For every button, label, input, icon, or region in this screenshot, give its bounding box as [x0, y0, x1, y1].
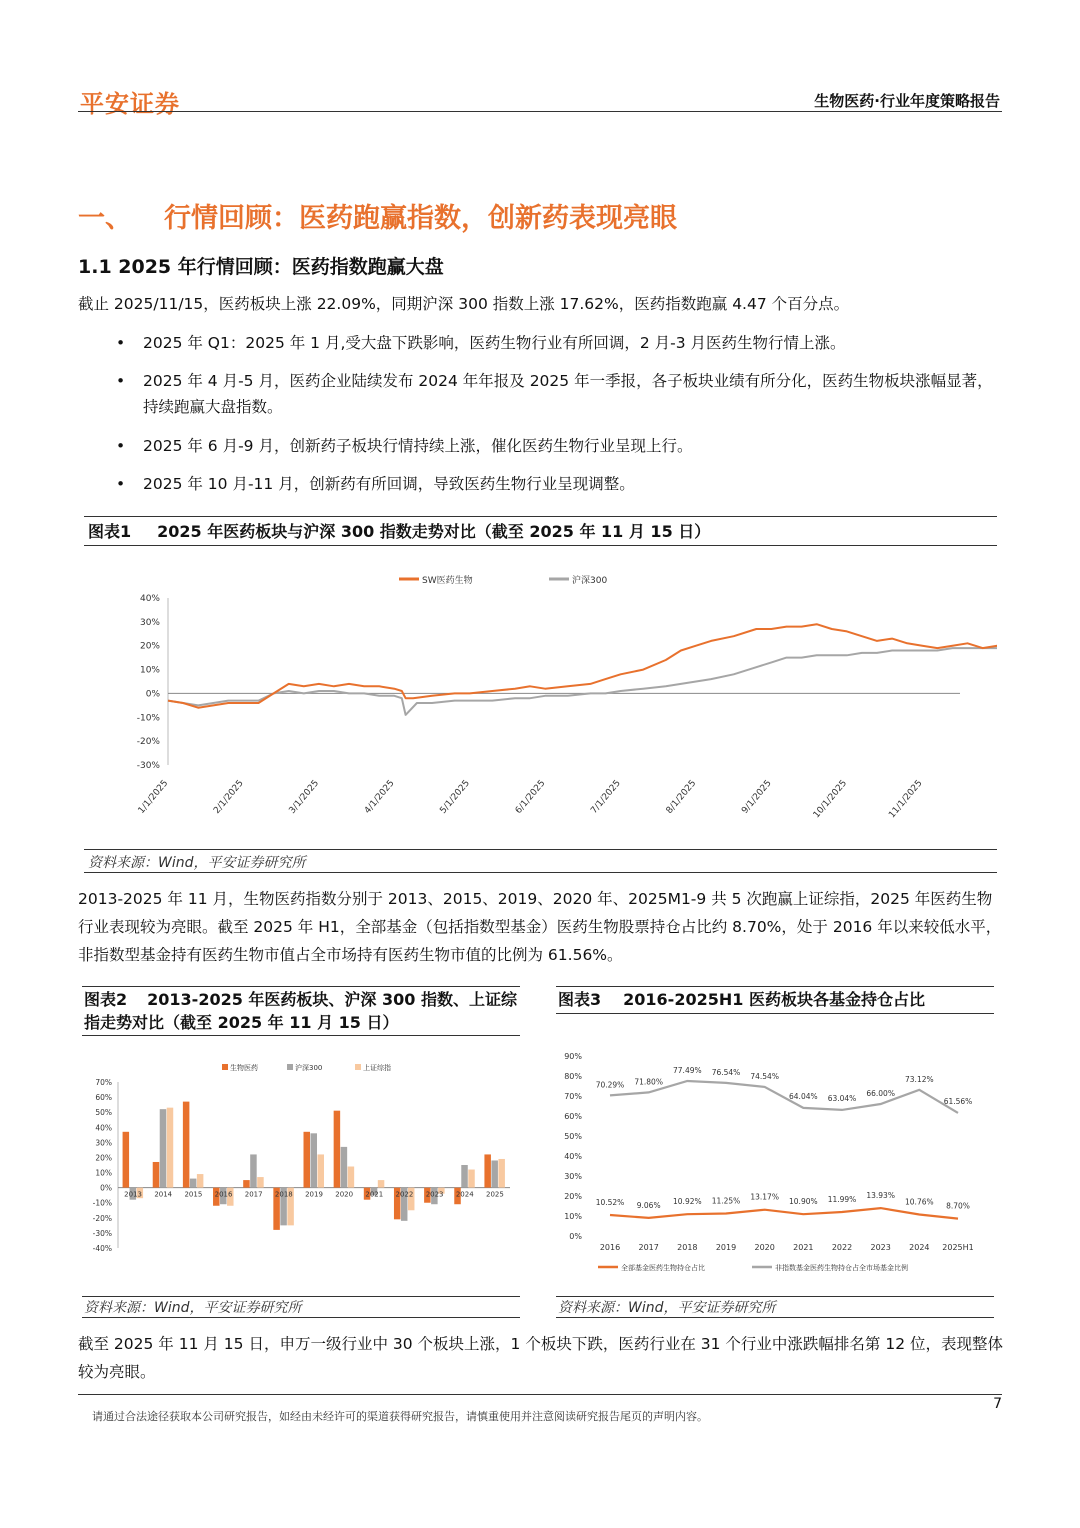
- data-label: 9.06%: [636, 1200, 661, 1210]
- bullet-dot: •: [116, 334, 126, 352]
- x-tick-label: 2022: [395, 1190, 414, 1199]
- legend-label-sw: SW医药生物: [422, 576, 473, 586]
- x-tick-label: 2021: [365, 1190, 384, 1199]
- figure3-label: 图表3: [558, 990, 602, 1009]
- bullet-item: [116, 330, 1006, 356]
- section-title: [78, 196, 677, 235]
- x-tick-label: 2016: [599, 1243, 621, 1252]
- x-tick-label: 2025H1: [942, 1243, 974, 1252]
- figure3-chart: [556, 1040, 994, 1294]
- x-tick-label: 2013: [124, 1190, 142, 1199]
- figure1-title-text: 2025 年医药板块与沪深 300 指数走势对比（截至 2025 年 11 月 15 日）: [157, 522, 711, 541]
- bar: [378, 1180, 385, 1188]
- x-tick-label: 10/1/2025: [811, 778, 850, 821]
- figure1-source: 资料来源：Wind，平安证券研究所: [88, 855, 306, 871]
- bar: [334, 1111, 341, 1188]
- data-label: 73.12%: [905, 1074, 934, 1084]
- y-tick-label: 40%: [564, 1152, 582, 1161]
- y-tick-label: 60%: [564, 1112, 582, 1121]
- data-label: 61.56%: [943, 1096, 973, 1106]
- figure3-title-rule: [556, 1013, 994, 1014]
- bullet-dot: •: [116, 372, 126, 390]
- x-tick-label: 2016: [214, 1190, 233, 1199]
- subsection-title: 1.1 2025 年行情回顾：医药指数跑赢大盘: [78, 256, 444, 278]
- bar: [197, 1174, 204, 1188]
- bullet-text: 2025 年 10 月-11 月，创新药有所回调，导致医药生物行业呈现调整。: [143, 475, 635, 493]
- y-tick-label: 50%: [564, 1132, 582, 1141]
- legend-swatch: [287, 1064, 293, 1070]
- paragraph-ranking: 截至 2025 年 11 月 15 日，申万一级行业中 30 个板块上涨，1 个板块下跌，医药行业在 31 个行业中涨跌幅排名第 12 位，表现整体较为亮眼。: [78, 1335, 1003, 1381]
- bar: [311, 1133, 318, 1187]
- x-tick-label: 4/1/2025: [362, 778, 397, 816]
- bar: [484, 1154, 491, 1187]
- footer-divider: [78, 1394, 1002, 1395]
- bullet-text: 2025 年 6 月-9 月，创新药子板块行情持续上涨，催化医药生物行业呈现上行。: [143, 437, 693, 455]
- x-tick-label: 6/1/2025: [513, 778, 548, 816]
- y-tick-label: -10%: [92, 1198, 112, 1208]
- x-tick-label: 2023: [870, 1243, 891, 1252]
- x-tick-label: 2018: [677, 1243, 698, 1252]
- header-divider: [78, 111, 1002, 112]
- data-label: 77.49%: [673, 1066, 702, 1076]
- bullet-dot: •: [116, 437, 126, 455]
- x-tick-label: 2/1/2025: [212, 778, 246, 816]
- bar: [183, 1102, 190, 1188]
- bar: [190, 1179, 197, 1188]
- legend-label: 生物医药: [230, 1064, 258, 1072]
- data-label: 13.93%: [866, 1191, 895, 1201]
- x-tick-label: 2020: [335, 1190, 354, 1199]
- paragraph-analysis: 2013-2025 年 11 月，生物医药指数分别于 2013、2015、2019、2020 年、2025M1-9 共 5 次跑赢上证综指，2025 年医药生物行业表现较为亮眼。截至 2025 年 H1，全部基金（包括指数型基金）医药生物股票持仓占比约 8.70%，处于 2016 年以来较低水平，非指数型基金持有医药生物市值占全市场持有医药生物市值的比例为 61.56%。: [78, 890, 1002, 964]
- y-tick-label: -20%: [136, 737, 160, 748]
- bar: [167, 1108, 174, 1188]
- page-number: 7: [993, 1396, 1002, 1412]
- data-label: 10.90%: [789, 1197, 818, 1207]
- bar: [491, 1160, 498, 1187]
- figure2-source-rule: [82, 1317, 520, 1318]
- y-tick-label: 30%: [564, 1172, 582, 1181]
- legend-swatch: [222, 1064, 228, 1070]
- y-tick-label: -20%: [92, 1213, 112, 1223]
- y-tick-label: -10%: [136, 713, 160, 724]
- series-line-all-funds: [610, 1208, 958, 1219]
- y-tick-label: 40%: [95, 1123, 112, 1133]
- x-tick-label: 2024: [909, 1243, 930, 1252]
- figure3-source: 资料来源：Wind，平安证券研究所: [558, 1300, 776, 1316]
- y-tick-label: 40%: [139, 594, 160, 604]
- bar: [160, 1109, 167, 1187]
- figure1-source-rule: [84, 872, 997, 873]
- y-tick-label: 90%: [564, 1052, 582, 1061]
- bullet-item: [116, 368, 1006, 420]
- bullet-item: [116, 433, 1006, 459]
- figure1-title: [88, 520, 988, 543]
- bar: [304, 1132, 311, 1188]
- data-label: 10.52%: [595, 1197, 625, 1207]
- legend-swatch: [355, 1064, 361, 1070]
- bar: [153, 1162, 160, 1188]
- y-tick-label: 70%: [95, 1078, 112, 1087]
- figure3-title: [558, 988, 992, 1011]
- bar: [341, 1147, 348, 1188]
- x-tick-label: 3/1/2025: [287, 778, 322, 816]
- data-label: 8.70%: [946, 1201, 970, 1211]
- series-line-hs300: [168, 648, 997, 715]
- bullet-text: 2025 年 4 月-5 月，医药企业陆续发布 2024 年年报及 2025 年一季报，各子板块业绩有所分化，医药生物板块涨幅显著，持续跑赢大盘指数。: [143, 372, 993, 416]
- figure1-top-rule: [84, 516, 997, 517]
- figure2-label: 图表2: [84, 990, 128, 1009]
- x-tick-label: 11/1/2025: [887, 778, 925, 821]
- paragraph-summary: 截止 2025/11/15，医药板块上涨 22.09%，同期沪深 300 指数上涨 17.62%，医药指数跑赢 4.47 个百分点。: [78, 295, 850, 313]
- y-tick-label: 0%: [569, 1232, 582, 1241]
- data-label: 11.99%: [827, 1195, 857, 1205]
- data-label: 63.04%: [827, 1093, 857, 1103]
- figure2-title-text: 2013-2025 年医药板块、沪深 300 指数、上证综指走势对比（截至 2025 年 11 月 15 日）: [84, 990, 517, 1032]
- report-type: 生物医药·行业年度策略报告: [814, 92, 1000, 110]
- x-tick-label: 2019: [715, 1243, 737, 1252]
- x-tick-label: 2021: [793, 1243, 814, 1252]
- x-tick-label: 2018: [274, 1190, 293, 1199]
- figure2-chart: [82, 1040, 520, 1294]
- x-tick-label: 2015: [184, 1190, 203, 1199]
- data-label: 10.76%: [905, 1197, 934, 1207]
- section-title-text: 行情回顾：医药跑赢指数，创新药表现亮眼: [164, 203, 677, 234]
- bar: [468, 1170, 475, 1188]
- figure2-title: [84, 988, 518, 1034]
- bar: [257, 1177, 264, 1188]
- legend-label: 非指数基金医药生物持仓占全市场基金比例: [775, 1264, 908, 1272]
- y-tick-label: 10%: [95, 1168, 112, 1178]
- bullet-item: [116, 471, 1006, 497]
- y-tick-label: 80%: [564, 1072, 582, 1081]
- x-tick-label: 2014: [154, 1190, 173, 1199]
- figure3-title-text: 2016-2025H1 医药板块各基金持仓占比: [623, 990, 925, 1009]
- y-tick-label: -30%: [136, 761, 160, 771]
- figure3-top-rule: [556, 986, 994, 987]
- y-tick-label: 60%: [95, 1093, 112, 1103]
- y-tick-label: 50%: [95, 1108, 112, 1118]
- bar: [243, 1180, 250, 1188]
- y-tick-label: 0%: [100, 1183, 112, 1193]
- figure3-source-rule: [556, 1317, 994, 1318]
- bullet-text: 2025 年 Q1：2025 年 1 月,受大盘下跌影响，医药生物行业有所回调，2 月-3 月医药生物行情上涨。: [143, 334, 846, 352]
- y-tick-label: 30%: [139, 617, 160, 628]
- y-tick-label: 10%: [139, 665, 160, 676]
- y-tick-label: 30%: [95, 1138, 112, 1148]
- bar: [461, 1165, 468, 1188]
- x-tick-label: 2022: [831, 1243, 853, 1252]
- x-tick-label: 5/1/2025: [438, 778, 473, 816]
- x-tick-label: 9/1/2025: [740, 778, 774, 816]
- y-tick-label: 0%: [145, 689, 160, 700]
- figure2-title-rule: [82, 1035, 520, 1036]
- x-tick-label: 2024: [455, 1190, 474, 1199]
- x-tick-label: 2019: [305, 1190, 323, 1199]
- data-label: 10.92%: [673, 1197, 702, 1207]
- figure2-source: 资料来源：Wind，平安证券研究所: [84, 1300, 302, 1316]
- data-label: 66.00%: [866, 1089, 895, 1098]
- y-tick-label: 70%: [564, 1092, 582, 1101]
- y-tick-label: -30%: [92, 1228, 112, 1238]
- figure1-label: 图表1: [88, 522, 132, 541]
- x-tick-label: 7/1/2025: [589, 778, 623, 816]
- footer-disclaimer: 请通过合法途径获取本公司研究报告，如经由未经许可的渠道获得研究报告，请慎重使用并注意阅读研究报告尾页的声明内容。: [92, 1410, 708, 1423]
- y-tick-label: 20%: [564, 1192, 582, 1201]
- x-tick-label: 2025: [486, 1190, 504, 1199]
- legend-label: 上证综指: [363, 1064, 391, 1072]
- section-number: 一、: [78, 203, 132, 234]
- bar: [318, 1154, 325, 1187]
- bar: [250, 1154, 257, 1187]
- figure1-title-rule: [84, 545, 997, 546]
- bar: [123, 1132, 130, 1188]
- x-tick-label: 8/1/2025: [664, 778, 699, 816]
- legend-label: 全部基金医药生物持仓占比: [621, 1264, 705, 1272]
- data-label: 70.29%: [595, 1080, 625, 1090]
- x-tick-label: 2017: [638, 1243, 659, 1252]
- legend-label-hs300: 沪深300: [572, 576, 608, 586]
- data-label: 11.25%: [711, 1196, 741, 1206]
- x-tick-label: 1/1/2025: [136, 778, 171, 816]
- y-tick-label: -40%: [92, 1244, 112, 1253]
- y-tick-label: 20%: [139, 641, 160, 652]
- data-label: 76.54%: [711, 1067, 741, 1077]
- y-tick-label: 10%: [564, 1212, 582, 1221]
- figure1-chart: [84, 548, 997, 848]
- x-tick-label: 2020: [754, 1243, 775, 1252]
- bullet-dot: •: [116, 475, 126, 493]
- data-label: 13.17%: [750, 1192, 779, 1202]
- data-label: 74.54%: [750, 1071, 779, 1081]
- legend-label: 沪深300: [295, 1064, 323, 1072]
- bar: [348, 1167, 355, 1188]
- x-tick-label: 2023: [425, 1190, 444, 1199]
- company-logo: 平安证券: [80, 90, 180, 118]
- data-label: 64.04%: [789, 1091, 818, 1101]
- figure1-bottom-rule: [84, 849, 997, 850]
- data-label: 71.80%: [634, 1077, 663, 1087]
- x-tick-label: 2017: [244, 1190, 263, 1199]
- figure2-top-rule: [82, 986, 520, 987]
- bar: [498, 1159, 505, 1188]
- y-tick-label: 20%: [95, 1153, 112, 1163]
